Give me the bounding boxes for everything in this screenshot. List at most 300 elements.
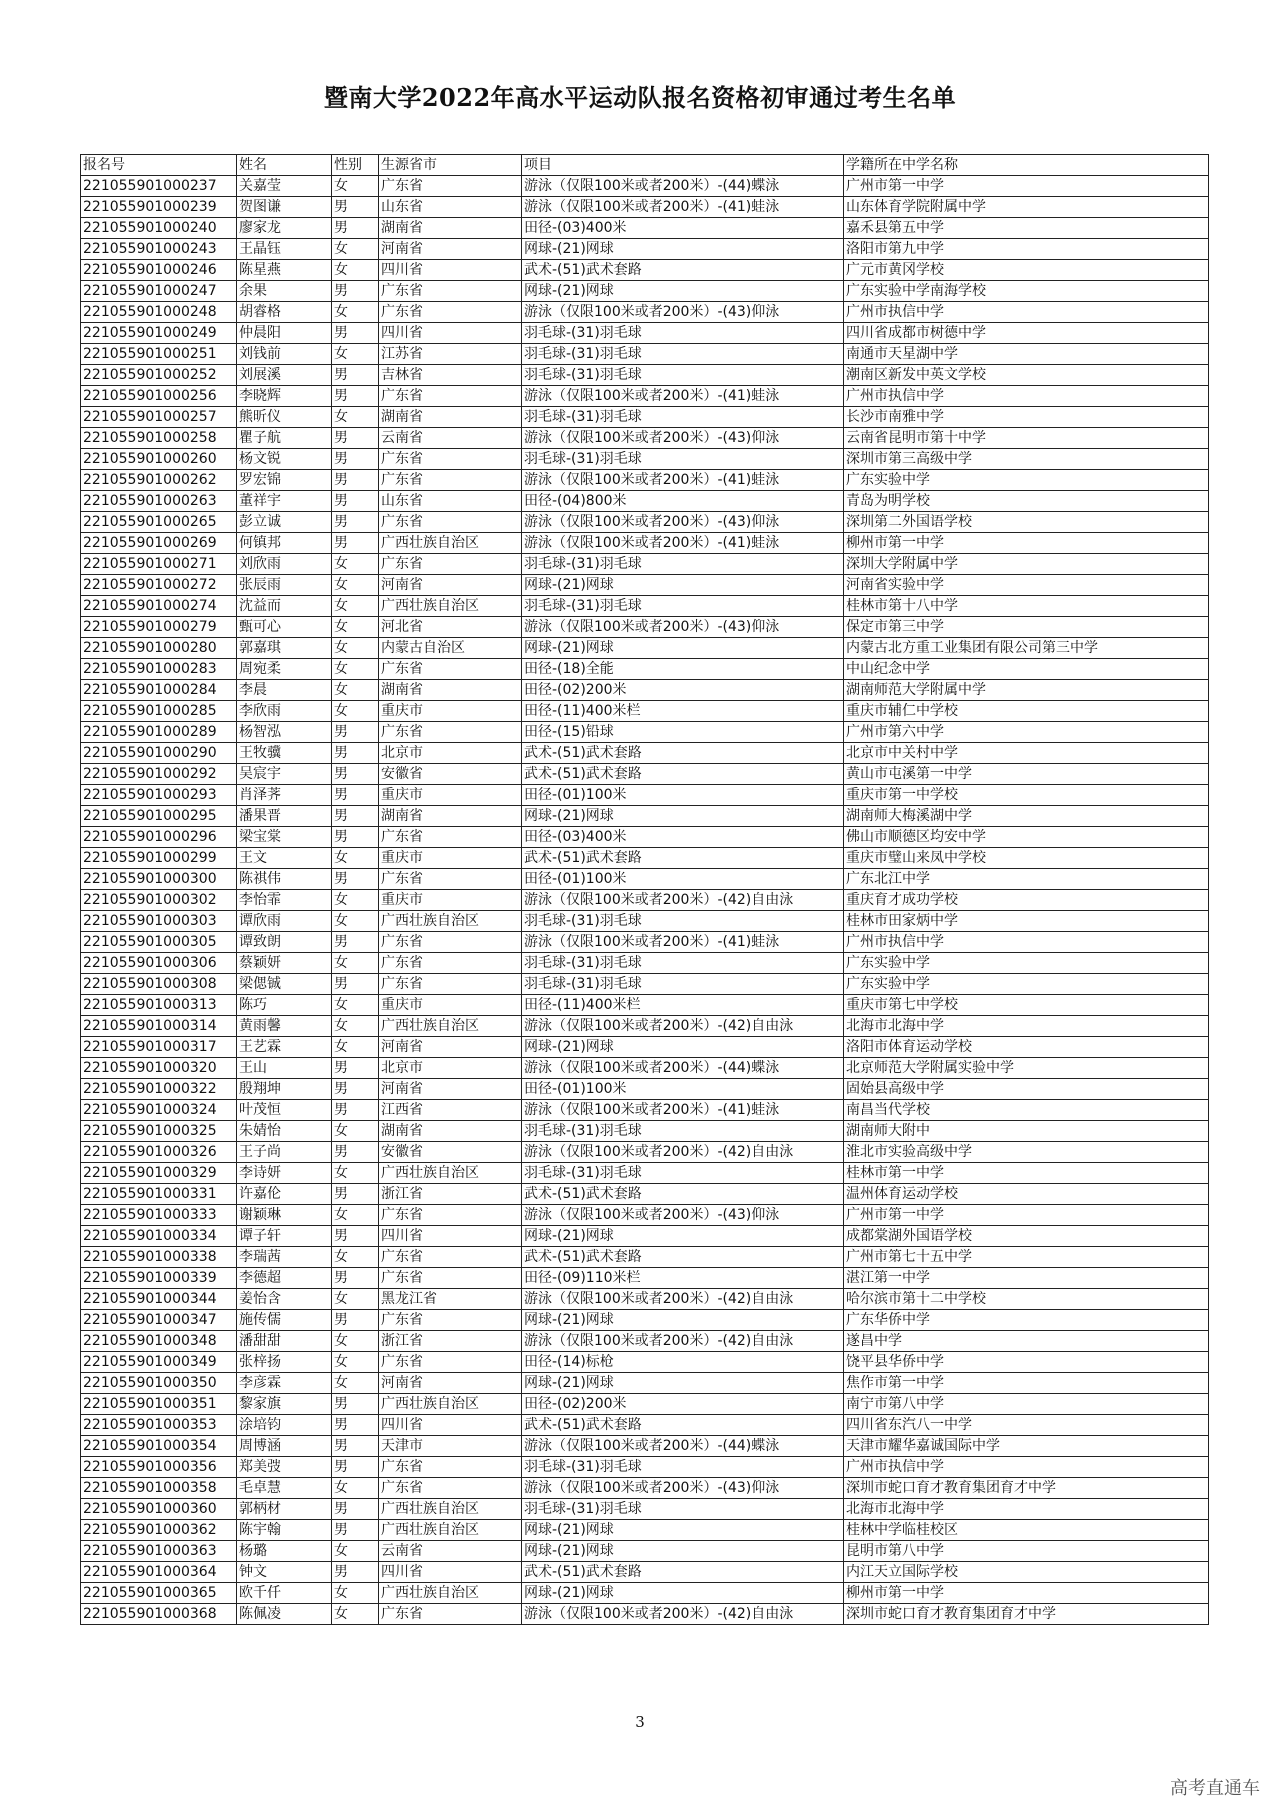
reg-number-cell: 221055901000333 — [81, 1205, 237, 1226]
name-cell: 李瑞茜 — [237, 1247, 332, 1268]
table-row — [81, 1373, 1209, 1394]
gender-cell: 男 — [332, 1226, 379, 1247]
province-cell: 河南省 — [379, 1079, 522, 1100]
event-cell: 田径-(11)400米栏 — [522, 701, 844, 722]
table-row — [81, 407, 1209, 428]
school-cell: 重庆市第一中学校 — [844, 785, 1209, 806]
event-cell: 网球-(21)网球 — [522, 1226, 844, 1247]
school-cell: 重庆市璧山来凤中学校 — [844, 848, 1209, 869]
school-cell: 广东北江中学 — [844, 869, 1209, 890]
reg-number-cell: 221055901000302 — [81, 890, 237, 911]
school-cell: 湖南师大梅溪湖中学 — [844, 806, 1209, 827]
name-cell: 李诗妍 — [237, 1163, 332, 1184]
table-row — [81, 1121, 1209, 1142]
event-cell: 武术-(51)武术套路 — [522, 848, 844, 869]
province-cell: 安徽省 — [379, 1142, 522, 1163]
event-cell: 游泳（仅限100米或者200米）-(42)自由泳 — [522, 1289, 844, 1310]
name-cell: 朱婧怡 — [237, 1121, 332, 1142]
header-cell: 报名号 — [81, 155, 237, 176]
school-cell: 保定市第三中学 — [844, 617, 1209, 638]
name-cell: 彭立诚 — [237, 512, 332, 533]
gender-cell: 男 — [332, 1268, 379, 1289]
name-cell: 钟文 — [237, 1562, 332, 1583]
reg-number-cell: 221055901000326 — [81, 1142, 237, 1163]
gender-cell: 男 — [332, 1562, 379, 1583]
table-row — [81, 701, 1209, 722]
gender-cell: 男 — [332, 470, 379, 491]
event-cell: 网球-(21)网球 — [522, 1373, 844, 1394]
reg-number-cell: 221055901000334 — [81, 1226, 237, 1247]
table-row — [81, 470, 1209, 491]
table-row — [81, 596, 1209, 617]
gender-cell: 女 — [332, 659, 379, 680]
school-cell: 黄山市屯溪第一中学 — [844, 764, 1209, 785]
province-cell: 广西壮族自治区 — [379, 596, 522, 617]
header-cell: 学籍所在中学名称 — [844, 155, 1209, 176]
event-cell: 网球-(21)网球 — [522, 638, 844, 659]
event-cell: 游泳（仅限100米或者200米）-(42)自由泳 — [522, 1142, 844, 1163]
province-cell: 河北省 — [379, 617, 522, 638]
event-cell: 田径-(04)800米 — [522, 491, 844, 512]
province-cell: 广东省 — [379, 1268, 522, 1289]
province-cell: 四川省 — [379, 323, 522, 344]
event-cell: 武术-(51)武术套路 — [522, 1415, 844, 1436]
table-row — [81, 1058, 1209, 1079]
name-cell: 刘展溪 — [237, 365, 332, 386]
table-row — [81, 827, 1209, 848]
event-cell: 武术-(51)武术套路 — [522, 260, 844, 281]
name-cell: 潘甜甜 — [237, 1331, 332, 1352]
gender-cell: 男 — [332, 1100, 379, 1121]
name-cell: 周博涵 — [237, 1436, 332, 1457]
event-cell: 羽毛球-(31)羽毛球 — [522, 323, 844, 344]
school-cell: 深圳市蛇口育才教育集团育才中学 — [844, 1478, 1209, 1499]
table-row — [81, 512, 1209, 533]
province-cell: 湖南省 — [379, 218, 522, 239]
table-row — [81, 785, 1209, 806]
gender-cell: 男 — [332, 1499, 379, 1520]
table-row — [81, 428, 1209, 449]
province-cell: 云南省 — [379, 428, 522, 449]
gender-cell: 男 — [332, 491, 379, 512]
name-cell: 张梓扬 — [237, 1352, 332, 1373]
name-cell: 张辰雨 — [237, 575, 332, 596]
province-cell: 广东省 — [379, 1205, 522, 1226]
gender-cell: 男 — [332, 533, 379, 554]
province-cell: 重庆市 — [379, 701, 522, 722]
reg-number-cell: 221055901000364 — [81, 1562, 237, 1583]
province-cell: 广西壮族自治区 — [379, 1394, 522, 1415]
school-cell: 淮北市实验高级中学 — [844, 1142, 1209, 1163]
table-row — [81, 890, 1209, 911]
gender-cell: 女 — [332, 1037, 379, 1058]
event-cell: 游泳（仅限100米或者200米）-(41)蛙泳 — [522, 386, 844, 407]
header-cell: 性别 — [332, 155, 379, 176]
school-cell: 湖南师范大学附属中学 — [844, 680, 1209, 701]
name-cell: 陈佩凌 — [237, 1604, 332, 1625]
province-cell: 重庆市 — [379, 995, 522, 1016]
school-cell: 哈尔滨市第十二中学校 — [844, 1289, 1209, 1310]
event-cell: 田径-(02)200米 — [522, 680, 844, 701]
reg-number-cell: 221055901000344 — [81, 1289, 237, 1310]
reg-number-cell: 221055901000317 — [81, 1037, 237, 1058]
event-cell: 游泳（仅限100米或者200米）-(43)仰泳 — [522, 428, 844, 449]
reg-number-cell: 221055901000368 — [81, 1604, 237, 1625]
event-cell: 游泳（仅限100米或者200米）-(42)自由泳 — [522, 1016, 844, 1037]
name-cell: 黎家旗 — [237, 1394, 332, 1415]
table-row — [81, 1184, 1209, 1205]
reg-number-cell: 221055901000269 — [81, 533, 237, 554]
name-cell: 梁偲铖 — [237, 974, 332, 995]
name-cell: 李彦霖 — [237, 1373, 332, 1394]
reg-number-cell: 221055901000243 — [81, 239, 237, 260]
gender-cell: 男 — [332, 932, 379, 953]
school-cell: 广州市第六中学 — [844, 722, 1209, 743]
gender-cell: 女 — [332, 1289, 379, 1310]
reg-number-cell: 221055901000274 — [81, 596, 237, 617]
gender-cell: 女 — [332, 1121, 379, 1142]
table-row — [81, 1310, 1209, 1331]
event-cell: 游泳（仅限100米或者200米）-(43)仰泳 — [522, 617, 844, 638]
table-row — [81, 218, 1209, 239]
reg-number-cell: 221055901000262 — [81, 470, 237, 491]
province-cell: 广东省 — [379, 869, 522, 890]
table-row — [81, 953, 1209, 974]
event-cell: 田径-(01)100米 — [522, 869, 844, 890]
event-cell: 羽毛球-(31)羽毛球 — [522, 953, 844, 974]
name-cell: 王山 — [237, 1058, 332, 1079]
table-row — [81, 995, 1209, 1016]
gender-cell: 男 — [332, 785, 379, 806]
table-row — [81, 617, 1209, 638]
reg-number-cell: 221055901000303 — [81, 911, 237, 932]
gender-cell: 女 — [332, 1583, 379, 1604]
reg-number-cell: 221055901000331 — [81, 1184, 237, 1205]
province-cell: 广西壮族自治区 — [379, 911, 522, 932]
gender-cell: 男 — [332, 323, 379, 344]
name-cell: 谭欣雨 — [237, 911, 332, 932]
name-cell: 余果 — [237, 281, 332, 302]
event-cell: 游泳（仅限100米或者200米）-(41)蛙泳 — [522, 533, 844, 554]
province-cell: 广东省 — [379, 953, 522, 974]
province-cell: 河南省 — [379, 1037, 522, 1058]
table-row — [81, 1352, 1209, 1373]
name-cell: 刘欣雨 — [237, 554, 332, 575]
province-cell: 广东省 — [379, 974, 522, 995]
school-cell: 柳州市第一中学 — [844, 533, 1209, 554]
reg-number-cell: 221055901000322 — [81, 1079, 237, 1100]
reg-number-cell: 221055901000363 — [81, 1541, 237, 1562]
gender-cell: 女 — [332, 1163, 379, 1184]
school-cell: 成都棠湖外国语学校 — [844, 1226, 1209, 1247]
province-cell: 广东省 — [379, 1352, 522, 1373]
name-cell: 郑美弢 — [237, 1457, 332, 1478]
table-row — [81, 1268, 1209, 1289]
table-row — [81, 1205, 1209, 1226]
reg-number-cell: 221055901000324 — [81, 1100, 237, 1121]
reg-number-cell: 221055901000356 — [81, 1457, 237, 1478]
province-cell: 河南省 — [379, 575, 522, 596]
province-cell: 四川省 — [379, 1226, 522, 1247]
school-cell: 广东实验中学南海学校 — [844, 281, 1209, 302]
event-cell: 游泳（仅限100米或者200米）-(44)蝶泳 — [522, 176, 844, 197]
event-cell: 羽毛球-(31)羽毛球 — [522, 554, 844, 575]
gender-cell: 男 — [332, 428, 379, 449]
table-row — [81, 1541, 1209, 1562]
school-cell: 南昌当代学校 — [844, 1100, 1209, 1121]
table-row — [81, 722, 1209, 743]
province-cell: 浙江省 — [379, 1331, 522, 1352]
name-cell: 贺图谦 — [237, 197, 332, 218]
name-cell: 王子尚 — [237, 1142, 332, 1163]
school-cell: 温州体育运动学校 — [844, 1184, 1209, 1205]
school-cell: 北京市中关村中学 — [844, 743, 1209, 764]
school-cell: 内蒙古北方重工业集团有限公司第三中学 — [844, 638, 1209, 659]
province-cell: 广西壮族自治区 — [379, 533, 522, 554]
school-cell: 湖南师大附中 — [844, 1121, 1209, 1142]
name-cell: 王艺霖 — [237, 1037, 332, 1058]
table-row — [81, 302, 1209, 323]
gender-cell: 女 — [332, 596, 379, 617]
province-cell: 广东省 — [379, 302, 522, 323]
school-cell: 广州市执信中学 — [844, 932, 1209, 953]
gender-cell: 男 — [332, 1079, 379, 1100]
gender-cell: 女 — [332, 1247, 379, 1268]
reg-number-cell: 221055901000313 — [81, 995, 237, 1016]
reg-number-cell: 221055901000349 — [81, 1352, 237, 1373]
table-row — [81, 386, 1209, 407]
province-cell: 山东省 — [379, 491, 522, 512]
province-cell: 广东省 — [379, 1457, 522, 1478]
reg-number-cell: 221055901000308 — [81, 974, 237, 995]
school-cell: 重庆市辅仁中学校 — [844, 701, 1209, 722]
school-cell: 洛阳市第九中学 — [844, 239, 1209, 260]
name-cell: 梁宝棠 — [237, 827, 332, 848]
reg-number-cell: 221055901000362 — [81, 1520, 237, 1541]
school-cell: 洛阳市体育运动学校 — [844, 1037, 1209, 1058]
table-row — [81, 533, 1209, 554]
reg-number-cell: 221055901000265 — [81, 512, 237, 533]
gender-cell: 男 — [332, 1436, 379, 1457]
province-cell: 黑龙江省 — [379, 1289, 522, 1310]
name-cell: 陈星燕 — [237, 260, 332, 281]
name-cell: 叶茂恒 — [237, 1100, 332, 1121]
province-cell: 四川省 — [379, 1562, 522, 1583]
gender-cell: 男 — [332, 281, 379, 302]
gender-cell: 女 — [332, 701, 379, 722]
province-cell: 广东省 — [379, 554, 522, 575]
school-cell: 广州市第一中学 — [844, 1205, 1209, 1226]
name-cell: 仲晨阳 — [237, 323, 332, 344]
gender-cell: 女 — [332, 1352, 379, 1373]
event-cell: 羽毛球-(31)羽毛球 — [522, 596, 844, 617]
name-cell: 陈祺伟 — [237, 869, 332, 890]
event-cell: 武术-(51)武术套路 — [522, 1184, 844, 1205]
school-cell: 深圳大学附属中学 — [844, 554, 1209, 575]
name-cell: 关嘉莹 — [237, 176, 332, 197]
event-cell: 羽毛球-(31)羽毛球 — [522, 1163, 844, 1184]
school-cell: 内江天立国际学校 — [844, 1562, 1209, 1583]
name-cell: 王牧骥 — [237, 743, 332, 764]
reg-number-cell: 221055901000351 — [81, 1394, 237, 1415]
school-cell: 重庆市第七中学校 — [844, 995, 1209, 1016]
province-cell: 广东省 — [379, 1310, 522, 1331]
table-row — [81, 197, 1209, 218]
school-cell: 广东华侨中学 — [844, 1310, 1209, 1331]
table-row — [81, 554, 1209, 575]
reg-number-cell: 221055901000283 — [81, 659, 237, 680]
name-cell: 黄雨馨 — [237, 1016, 332, 1037]
school-cell: 重庆育才成功学校 — [844, 890, 1209, 911]
school-cell: 柳州市第一中学 — [844, 1583, 1209, 1604]
name-cell: 涂培钧 — [237, 1415, 332, 1436]
province-cell: 广东省 — [379, 932, 522, 953]
gender-cell: 女 — [332, 995, 379, 1016]
table-row — [81, 1499, 1209, 1520]
reg-number-cell: 221055901000339 — [81, 1268, 237, 1289]
name-cell: 潘果晋 — [237, 806, 332, 827]
school-cell: 桂林市田家炳中学 — [844, 911, 1209, 932]
school-cell: 广东实验中学 — [844, 470, 1209, 491]
table-row — [81, 323, 1209, 344]
gender-cell: 男 — [332, 806, 379, 827]
gender-cell: 女 — [332, 1373, 379, 1394]
reg-number-cell: 221055901000296 — [81, 827, 237, 848]
province-cell: 天津市 — [379, 1436, 522, 1457]
table-row — [81, 1079, 1209, 1100]
school-cell: 广东实验中学 — [844, 953, 1209, 974]
name-cell: 董祥宇 — [237, 491, 332, 512]
name-cell: 周宛柔 — [237, 659, 332, 680]
province-cell: 湖南省 — [379, 680, 522, 701]
event-cell: 网球-(21)网球 — [522, 1583, 844, 1604]
name-cell: 蔡颖妍 — [237, 953, 332, 974]
school-cell: 深圳第二外国语学校 — [844, 512, 1209, 533]
table-row — [81, 1016, 1209, 1037]
name-cell: 胡睿格 — [237, 302, 332, 323]
school-cell: 中山纪念中学 — [844, 659, 1209, 680]
table-row — [81, 1415, 1209, 1436]
province-cell: 北京市 — [379, 743, 522, 764]
school-cell: 广州市执信中学 — [844, 1457, 1209, 1478]
event-cell: 羽毛球-(31)羽毛球 — [522, 1121, 844, 1142]
gender-cell: 女 — [332, 1604, 379, 1625]
event-cell: 田径-(18)全能 — [522, 659, 844, 680]
province-cell: 湖南省 — [379, 806, 522, 827]
table-row — [81, 1289, 1209, 1310]
gender-cell: 女 — [332, 911, 379, 932]
school-cell: 嘉禾县第五中学 — [844, 218, 1209, 239]
gender-cell: 男 — [332, 218, 379, 239]
event-cell: 游泳（仅限100米或者200米）-(41)蛙泳 — [522, 197, 844, 218]
event-cell: 羽毛球-(31)羽毛球 — [522, 407, 844, 428]
table-row — [81, 1100, 1209, 1121]
reg-number-cell: 221055901000295 — [81, 806, 237, 827]
table-row — [81, 1394, 1209, 1415]
candidate-table — [80, 154, 1209, 1625]
reg-number-cell: 221055901000248 — [81, 302, 237, 323]
event-cell: 田径-(03)400米 — [522, 218, 844, 239]
event-cell: 游泳（仅限100米或者200米）-(43)仰泳 — [522, 1205, 844, 1226]
name-cell: 熊昕仪 — [237, 407, 332, 428]
school-cell: 广元市黄冈学校 — [844, 260, 1209, 281]
name-cell: 李德超 — [237, 1268, 332, 1289]
gender-cell: 男 — [332, 743, 379, 764]
province-cell: 吉林省 — [379, 365, 522, 386]
reg-number-cell: 221055901000246 — [81, 260, 237, 281]
gender-cell: 女 — [332, 1541, 379, 1562]
name-cell: 瞿子航 — [237, 428, 332, 449]
name-cell: 毛卓慧 — [237, 1478, 332, 1499]
name-cell: 李晨 — [237, 680, 332, 701]
reg-number-cell: 221055901000365 — [81, 1583, 237, 1604]
event-cell: 田径-(01)100米 — [522, 785, 844, 806]
table-row — [81, 491, 1209, 512]
table-row — [81, 1331, 1209, 1352]
province-cell: 四川省 — [379, 1415, 522, 1436]
event-cell: 羽毛球-(31)羽毛球 — [522, 1499, 844, 1520]
gender-cell: 男 — [332, 512, 379, 533]
gender-cell: 男 — [332, 974, 379, 995]
reg-number-cell: 221055901000271 — [81, 554, 237, 575]
table-row — [81, 1037, 1209, 1058]
school-cell: 北海市北海中学 — [844, 1016, 1209, 1037]
table-row — [81, 365, 1209, 386]
name-cell: 吴宸宇 — [237, 764, 332, 785]
gender-cell: 男 — [332, 1457, 379, 1478]
event-cell: 网球-(21)网球 — [522, 575, 844, 596]
event-cell: 羽毛球-(31)羽毛球 — [522, 344, 844, 365]
reg-number-cell: 221055901000347 — [81, 1310, 237, 1331]
province-cell: 广东省 — [379, 176, 522, 197]
province-cell: 广东省 — [379, 449, 522, 470]
table-row — [81, 869, 1209, 890]
province-cell: 重庆市 — [379, 890, 522, 911]
name-cell: 刘钱前 — [237, 344, 332, 365]
reg-number-cell: 221055901000354 — [81, 1436, 237, 1457]
province-cell: 重庆市 — [379, 848, 522, 869]
province-cell: 广西壮族自治区 — [379, 1499, 522, 1520]
event-cell: 武术-(51)武术套路 — [522, 764, 844, 785]
reg-number-cell: 221055901000358 — [81, 1478, 237, 1499]
gender-cell: 女 — [332, 344, 379, 365]
table-row — [81, 176, 1209, 197]
reg-number-cell: 221055901000285 — [81, 701, 237, 722]
school-cell: 桂林中学临桂校区 — [844, 1520, 1209, 1541]
school-cell: 深圳市蛇口育才教育集团育才中学 — [844, 1604, 1209, 1625]
reg-number-cell: 221055901000300 — [81, 869, 237, 890]
event-cell: 武术-(51)武术套路 — [522, 1247, 844, 1268]
name-cell: 沈益而 — [237, 596, 332, 617]
table-row — [81, 1583, 1209, 1604]
name-cell: 陈巧 — [237, 995, 332, 1016]
school-cell: 遂昌中学 — [844, 1331, 1209, 1352]
gender-cell: 女 — [332, 1331, 379, 1352]
header-cell: 生源省市 — [379, 155, 522, 176]
reg-number-cell: 221055901000353 — [81, 1415, 237, 1436]
table-row — [81, 932, 1209, 953]
province-cell: 广东省 — [379, 281, 522, 302]
gender-cell: 女 — [332, 407, 379, 428]
school-cell: 广州市第一中学 — [844, 176, 1209, 197]
reg-number-cell: 221055901000348 — [81, 1331, 237, 1352]
province-cell: 广西壮族自治区 — [379, 1163, 522, 1184]
name-cell: 姜怡含 — [237, 1289, 332, 1310]
name-cell: 李欣雨 — [237, 701, 332, 722]
province-cell: 江西省 — [379, 1100, 522, 1121]
gender-cell: 男 — [332, 1394, 379, 1415]
table-row — [81, 1457, 1209, 1478]
